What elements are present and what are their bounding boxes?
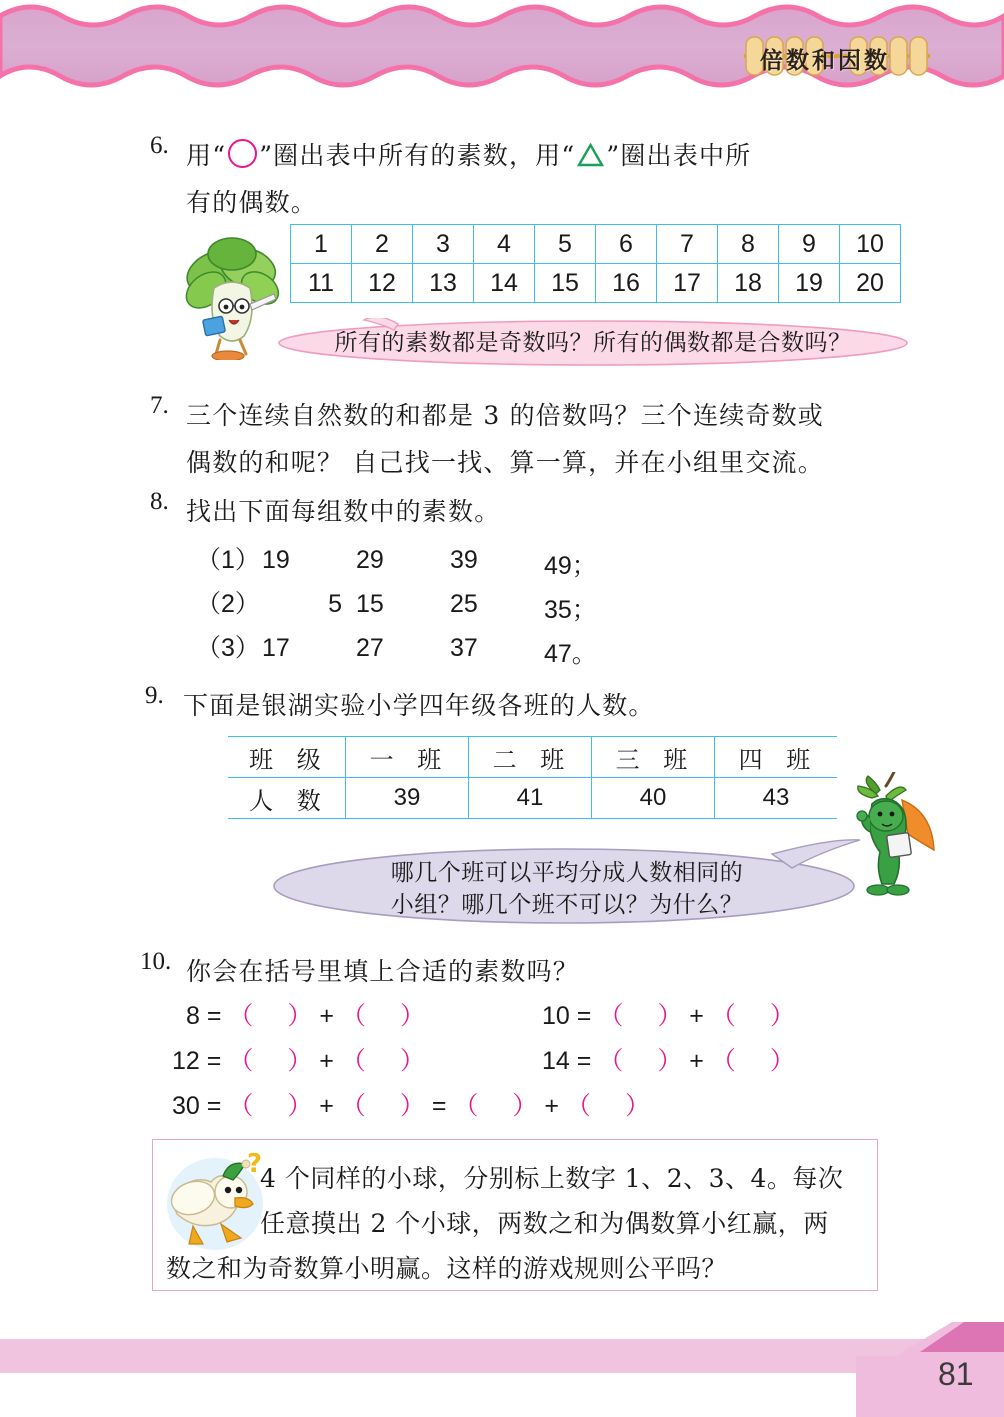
group-label: （3）: [196, 634, 260, 662]
group-value: 25: [450, 590, 478, 618]
num-cell[interactable]: 10: [840, 225, 901, 264]
group-value: 5: [328, 590, 342, 618]
footer-corner-decoration: [856, 1322, 1004, 1417]
group-value: 17: [262, 634, 290, 662]
table-header-cell: 四 班: [715, 737, 838, 778]
close-paren: ）: [287, 1047, 313, 1075]
question-9-number: 9.: [145, 682, 164, 709]
plus-sign: +: [689, 1002, 704, 1030]
num-cell[interactable]: 17: [657, 264, 718, 303]
question-7: [150, 392, 824, 486]
close-paren: ）: [287, 1092, 313, 1120]
duck-mascot: [163, 1152, 267, 1261]
open-paren: （: [228, 1002, 254, 1030]
plus-sign: +: [319, 1002, 334, 1030]
question-9-prompt: 下面是银湖实验小学四年级各班的人数。: [183, 691, 655, 720]
question-9: [145, 682, 655, 729]
num-cell[interactable]: 16: [596, 264, 657, 303]
cabbage-mascot: [176, 232, 288, 365]
table-row: [228, 778, 837, 819]
eq-left: 14 =: [542, 1047, 592, 1075]
table-row: [291, 264, 901, 303]
num-cell[interactable]: 14: [474, 264, 535, 303]
open-paren: （: [598, 1047, 624, 1075]
group-value: 19: [262, 546, 290, 574]
close-paren: ）: [657, 1002, 683, 1030]
page-number: 81: [938, 1356, 974, 1392]
open-paren: （: [228, 1092, 254, 1120]
num-cell[interactable]: 4: [474, 225, 535, 264]
table-row-label: 人 数: [228, 778, 346, 819]
number-table-1-20: [290, 224, 901, 303]
question-7-number: 7.: [150, 392, 169, 419]
q6-text-a: 用“: [186, 141, 227, 170]
plus-sign: +: [319, 1092, 334, 1120]
triangle-shape-icon: [577, 135, 604, 159]
think-line-2: 任意摸出 2 个小球，两数之和为偶数算小红赢，两: [260, 1209, 829, 1238]
svg-text:?: ?: [247, 1152, 263, 1179]
open-paren: （: [228, 1047, 254, 1075]
plus-sign: +: [319, 1047, 334, 1075]
bubble-text-line-2: 小组？哪几个班不可以？为什么？: [390, 892, 744, 918]
close-paren: ）: [399, 1092, 425, 1120]
eq-left: 30 =: [172, 1092, 222, 1120]
group-value: 49；: [544, 552, 597, 580]
list-item: [196, 584, 638, 628]
close-paren: ）: [512, 1092, 538, 1120]
footer-bar: [0, 1339, 1004, 1373]
num-cell[interactable]: 6: [596, 225, 657, 264]
num-cell[interactable]: 7: [657, 225, 718, 264]
table-header-cell: 二 班: [469, 737, 592, 778]
group-label: （2）: [196, 590, 260, 618]
plus-sign: +: [689, 1047, 704, 1075]
list-item: [196, 628, 638, 672]
num-cell[interactable]: 2: [352, 225, 413, 264]
group-value: 15: [356, 590, 384, 618]
group-value: 27: [356, 634, 384, 662]
question-6-line-1: [186, 132, 751, 179]
open-paren: （: [453, 1092, 479, 1120]
close-paren: ）: [769, 1002, 795, 1030]
equation-12[interactable]: [172, 1041, 425, 1077]
table-cell: 39: [346, 778, 469, 819]
num-cell[interactable]: 9: [779, 225, 840, 264]
open-paren: （: [710, 1047, 736, 1075]
close-paren: ）: [657, 1047, 683, 1075]
circle-shape-icon: [228, 139, 257, 168]
list-item: [196, 540, 638, 584]
close-paren: ）: [399, 1002, 425, 1030]
table-row: [228, 737, 837, 778]
bubble-text-line-1: 哪几个班可以平均分成人数相同的: [390, 860, 744, 886]
eq-left: 12 =: [172, 1047, 222, 1075]
eq-left: 10 =: [542, 1002, 592, 1030]
num-cell[interactable]: 1: [291, 225, 352, 264]
equals-sign: =: [431, 1092, 447, 1120]
num-cell[interactable]: 5: [535, 225, 596, 264]
table-header-cell: 三 班: [592, 737, 715, 778]
table-cell: 40: [592, 778, 715, 819]
close-paren: ）: [769, 1047, 795, 1075]
num-cell[interactable]: 19: [779, 264, 840, 303]
num-cell[interactable]: 8: [718, 225, 779, 264]
equation-30[interactable]: [172, 1086, 650, 1122]
num-cell[interactable]: 15: [535, 264, 596, 303]
group-value: 29: [356, 546, 384, 574]
open-paren: （: [565, 1092, 591, 1120]
equation-8[interactable]: [186, 996, 425, 1032]
group-value: 37: [450, 634, 478, 662]
question-6-number: 6.: [150, 132, 169, 159]
question-6-line-2: 有的偶数。: [186, 188, 318, 217]
table-header-cell: 班 级: [228, 737, 346, 778]
question-8-number: 8.: [150, 488, 169, 515]
num-cell[interactable]: 11: [291, 264, 352, 303]
equation-10[interactable]: [542, 996, 795, 1032]
question-10: [140, 948, 579, 995]
open-paren: （: [340, 1047, 366, 1075]
open-paren: （: [340, 1092, 366, 1120]
group-label: （1）: [196, 546, 260, 574]
question-7-line-1: 三个连续自然数的和都是 3 的倍数吗？三个连续奇数或: [186, 401, 825, 430]
class-size-table: [228, 736, 837, 819]
q6-text-b: ”圈出表中所有的素数，用“: [259, 141, 576, 170]
close-paren: ）: [399, 1047, 425, 1075]
num-cell[interactable]: 3: [413, 225, 474, 264]
num-cell[interactable]: 13: [413, 264, 474, 303]
table-cell: 41: [469, 778, 592, 819]
question-7-line-2: 偶数的和呢？ 自己找一找、算一算，并在小组里交流。: [186, 448, 824, 477]
think-line-3: 数之和为奇数算小明赢。这样的游戏规则公平吗？: [166, 1254, 728, 1283]
close-paren: ）: [624, 1092, 650, 1120]
question-10-number: 10.: [140, 948, 172, 975]
speech-bubble-pink: [278, 318, 908, 366]
equation-14[interactable]: [542, 1041, 795, 1077]
group-value: 39: [450, 546, 478, 574]
think-line-1: 4 个同样的小球，分别标上数字 1、2、3、4。每次: [260, 1164, 844, 1193]
table-header-cell: 一 班: [346, 737, 469, 778]
open-paren: （: [710, 1002, 736, 1030]
question-8: [150, 488, 500, 535]
table-row: [291, 225, 901, 264]
question-6: [150, 132, 751, 226]
plus-sign: +: [544, 1092, 559, 1120]
question-8-prompt: 找出下面每组数中的素数。: [186, 497, 501, 526]
q6-text-c: ”圈出表中所: [606, 141, 752, 170]
question-8-groups: [196, 540, 638, 672]
open-paren: （: [598, 1002, 624, 1030]
close-paren: ）: [287, 1002, 313, 1030]
table-cell: 43: [715, 778, 838, 819]
chapter-title: 倍数和因数: [760, 48, 890, 73]
speech-bubble-purple: [272, 838, 862, 926]
question-10-prompt: 你会在括号里填上合适的素数吗？: [186, 957, 580, 986]
group-value: 35；: [544, 596, 597, 624]
num-cell[interactable]: 20: [840, 264, 901, 303]
bubble-text: 所有的素数都是奇数吗？所有的偶数都是合数吗？: [334, 330, 852, 356]
num-cell[interactable]: 18: [718, 264, 779, 303]
group-value: 47。: [544, 640, 597, 668]
num-cell[interactable]: 12: [352, 264, 413, 303]
eq-left: 8 =: [186, 1002, 222, 1030]
open-paren: （: [340, 1002, 366, 1030]
